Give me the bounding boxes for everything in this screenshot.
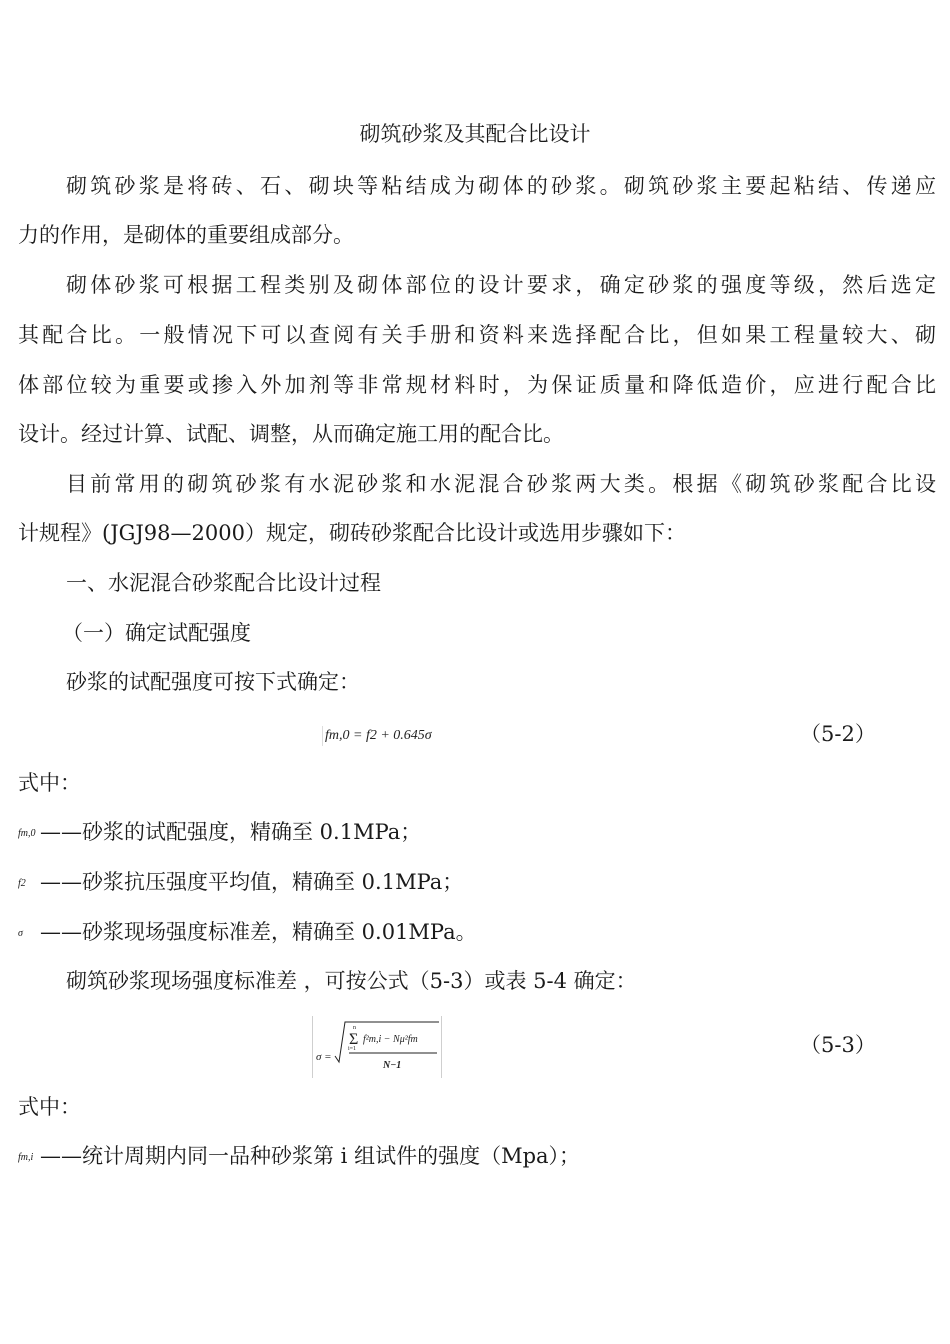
symbol: σ xyxy=(18,927,23,939)
formula-lhs: σ = xyxy=(316,1051,332,1063)
symbol: fm,0 xyxy=(18,827,36,839)
section-heading: 一、水泥混合砂浆配合比设计过程 xyxy=(66,571,381,595)
paragraph-line: 计规程》(JGJ98—2000）规定，砌砖砂浆配合比设计或选用步骤如下： xyxy=(18,521,686,545)
formula-5-2: fm,0 = f2 + 0.645σ xyxy=(322,726,432,746)
definition-text: ——砂浆的试配强度，精确至 0.1MPa； xyxy=(40,820,422,844)
definition-text: ——砂浆抗压强度平均值，精确至 0.1MPa； xyxy=(40,870,464,894)
paragraph-line: 力的作用，是砌体的重要组成部分。 xyxy=(18,223,354,247)
paragraph-line: 砌体砂浆可根据工程类别及砌体部位的设计要求，确定砂浆的强度等级，然后选定 xyxy=(66,273,936,297)
equation-number: （5-3） xyxy=(800,1033,876,1057)
where-label: 式中： xyxy=(18,771,81,795)
paragraph-line: 砌筑砂浆是将砖、石、砌块等粘结成为砌体的砂浆。砌筑砂浆主要起粘结、传递应 xyxy=(66,174,936,198)
sum-sign: Σ xyxy=(349,1031,359,1048)
denominator: N−1 xyxy=(383,1060,402,1071)
symbol: fm,i xyxy=(18,1151,34,1163)
paragraph-line: 设计。经过计算、试配、调整，从而确定施工用的配合比。 xyxy=(18,422,564,446)
paragraph-line: 其配合比。一般情况下可以查阅有关手册和资料来选择配合比，但如果工程量较大、砌 xyxy=(18,323,936,347)
definition-row xyxy=(18,867,936,899)
numerator: f²m,i − Nμ²fm xyxy=(363,1034,418,1045)
paragraph-line: 目前常用的砌筑砂浆有水泥砂浆和水泥混合砂浆两大类。根据《砌筑砂浆配合比设 xyxy=(66,472,936,496)
definition-row xyxy=(18,1141,936,1173)
sum-upper-limit: n xyxy=(353,1025,356,1031)
paragraph-line: 砂浆的试配强度可按下式确定： xyxy=(66,670,360,694)
equation-number: （5-2） xyxy=(800,722,876,746)
paragraph-line: 体部位较为重要或掺入外加剂等非常规材料时，为保证质量和降低造价，应进行配合比 xyxy=(18,373,936,397)
definition-text: ——统计周期内同一品种砂浆第 i 组试件的强度（Mpa）； xyxy=(40,1144,581,1168)
definition-row xyxy=(18,917,936,949)
symbol: f2 xyxy=(18,877,26,889)
formula-5-3 xyxy=(312,1016,442,1078)
where-label: 式中： xyxy=(18,1095,81,1119)
page-title: 砌筑砂浆及其配合比设计 xyxy=(359,122,591,146)
sum-lower-limit: i=1 xyxy=(348,1046,357,1052)
definition-text: ——砂浆现场强度标准差，精确至 0.01MPa。 xyxy=(40,920,477,944)
formula-5-3-graphic xyxy=(313,1016,441,1078)
subsection-heading: （一）确定试配强度 xyxy=(62,621,251,645)
definition-row xyxy=(18,817,936,849)
paragraph-line: 砌筑砂浆现场强度标准差 ，可按公式（5-3）或表 5-4 确定： xyxy=(66,969,637,993)
